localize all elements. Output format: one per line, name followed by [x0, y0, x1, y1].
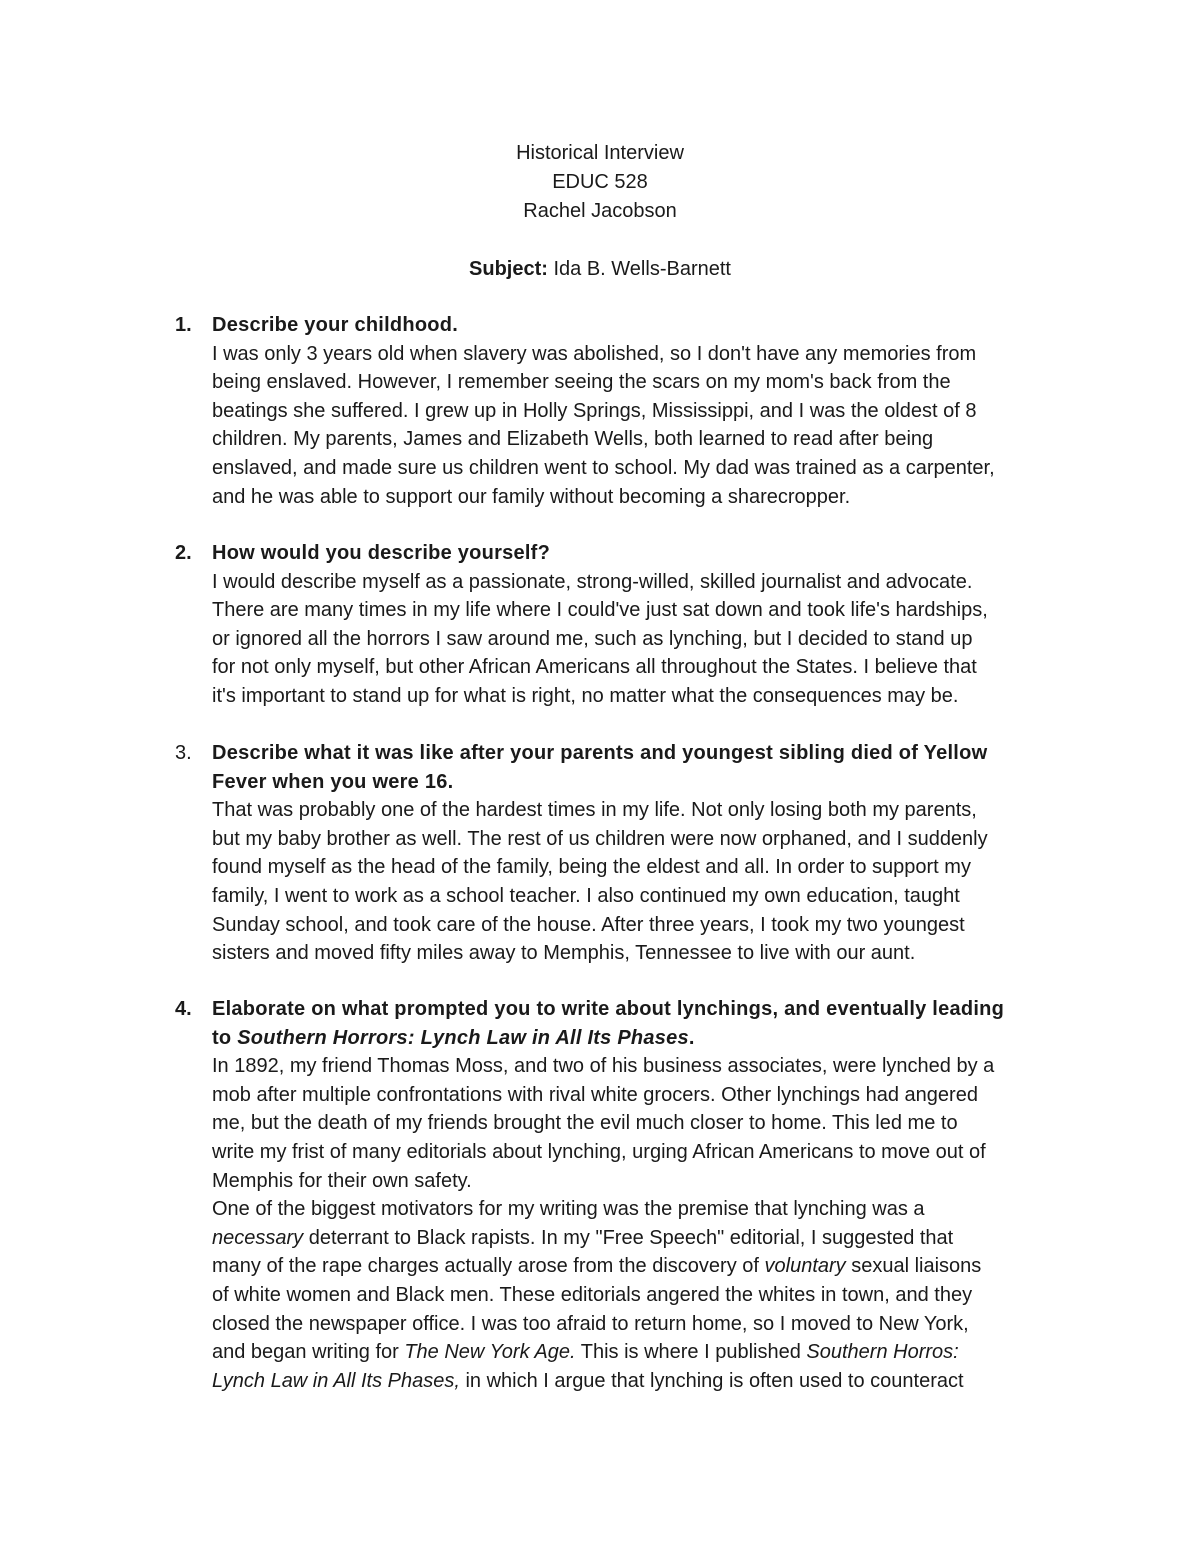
answer-line: for not only myself, but other African Americans all throughout the States. I believe that — [212, 656, 977, 679]
answer-line: children. My parents, James and Elizabeth Wells, both learned to read after being — [212, 428, 934, 451]
document-header — [0, 139, 1200, 226]
question-number: 1. — [175, 314, 192, 336]
answer-text: sexual liaisons — [845, 1255, 982, 1278]
question-number: 2. — [175, 542, 192, 564]
question-text: Describe your childhood. — [212, 314, 459, 336]
answer-text: in which I argue that lynching is often used to counteract — [459, 1369, 964, 1392]
answer-line: That was probably one of the hardest times in my life. Not only losing both my parents, — [212, 799, 977, 822]
emphasis-text: voluntary — [764, 1255, 846, 1278]
answer-text: deterrant to Black rapists. In my "Free Speech" editorial, I suggested that — [303, 1226, 954, 1249]
question-number: 3. — [175, 742, 192, 764]
question-number: 4. — [175, 998, 192, 1020]
question-content — [212, 311, 1072, 511]
answer-line: found myself as the head of the family, being the eldest and all. In order to support my — [212, 856, 971, 879]
answer-line — [212, 1224, 1072, 1253]
question-content — [212, 995, 1072, 1395]
question-text: Elaborate on what prompted you to write about lynchings, and eventually leading — [212, 998, 1005, 1020]
answer-text: and began writing for — [212, 1341, 405, 1364]
answer-line: me, but the death of my friends brought the evil much closer to home. This led me to — [212, 1112, 958, 1135]
answer-line: Memphis for their own safety. — [212, 1169, 472, 1192]
book-title: Southern Horros: — [806, 1341, 959, 1364]
answer-line: I would describe myself as a passionate, strong-willed, skilled journalist and advocate. — [212, 570, 973, 593]
question-text: Describe what it was like after your parents and youngest sibling died of Yellow — [212, 742, 988, 764]
answer-line: In 1892, my friend Thomas Moss, and two of his business associates, were lynched by a — [212, 1055, 995, 1078]
document-title: Historical Interview — [516, 142, 684, 164]
answer-line: and he was able to support our family without becoming a sharecropper. — [212, 485, 851, 508]
answer-line: of white women and Black men. These editorials angered the whites in town, and they — [212, 1283, 973, 1306]
answer-line: closed the newspaper office. I was too afraid to return home, so I moved to New York, — [212, 1312, 969, 1335]
question-content — [212, 539, 1072, 711]
answer-line: One of the biggest motivators for my writing was the premise that lynching was a — [212, 1198, 925, 1221]
answer-line: or ignored all the horrors I saw around me, such as lynching, but I decided to stand up — [212, 627, 973, 650]
author-name: Rachel Jacobson — [523, 200, 677, 222]
emphasis-text: necessary — [212, 1226, 304, 1249]
answer-line — [212, 1367, 1072, 1396]
answer-text: This is where I published — [575, 1341, 807, 1364]
answer-line: being enslaved. However, I remember seeing the scars on my mom's back from the — [212, 371, 951, 394]
subject-value: Ida B. Wells-Barnett — [547, 258, 731, 280]
answer-line: it's important to stand up for what is right, no matter what the consequences may be. — [212, 684, 959, 707]
answer-line: mob after multiple confrontations with rival white grocers. Other lynchings had angered — [212, 1083, 978, 1106]
answer-line: Sunday school, and took care of the house. After three years, I took my two youngest — [212, 913, 965, 936]
book-title: Southern Horrors: Lynch Law in All Its Phases — [237, 1026, 689, 1049]
subject-label: Subject: — [469, 258, 548, 280]
question-text-prefix: to — [212, 1026, 238, 1049]
question-text: Fever when you were 16. — [212, 770, 454, 793]
answer-line: write my frist of many editorials about lynching, urging African Americans to move out of — [212, 1140, 986, 1163]
book-title: Lynch Law in All Its Phases, — [212, 1369, 460, 1392]
answer-text: many of the rape charges actually arose from the discovery of — [212, 1255, 765, 1278]
course-code: EDUC 528 — [552, 171, 648, 193]
answer-line: There are many times in my life where I could've just sat down and took life's hardships, — [212, 599, 988, 622]
question-text-suffix: . — [688, 1026, 695, 1049]
answer-line: but my baby brother as well. The rest of us children were now orphaned, and I suddenly — [212, 827, 988, 850]
question-text — [212, 1024, 1072, 1053]
answer-line: I was only 3 years old when slavery was abolished, so I don't have any memories from — [212, 342, 977, 365]
answer-line: sisters and moved fifty miles away to Memphis, Tennessee to live with our aunt. — [212, 942, 916, 965]
answer-line: family, I went to work as a school teacher. I also continued my own education, taught — [212, 884, 960, 907]
answer-line — [212, 1338, 1072, 1367]
newspaper-title: The New York Age. — [404, 1341, 576, 1364]
answer-line: enslaved, and made sure us children went to school. My dad was trained as a carpenter, — [212, 456, 995, 479]
subject-line — [0, 255, 1200, 284]
question-text: How would you describe yourself? — [212, 542, 551, 564]
question-content — [212, 739, 1072, 968]
answer-line — [212, 1252, 1072, 1281]
answer-line: beatings she suffered. I grew up in Holly Springs, Mississippi, and I was the oldest of 8 — [212, 399, 977, 422]
